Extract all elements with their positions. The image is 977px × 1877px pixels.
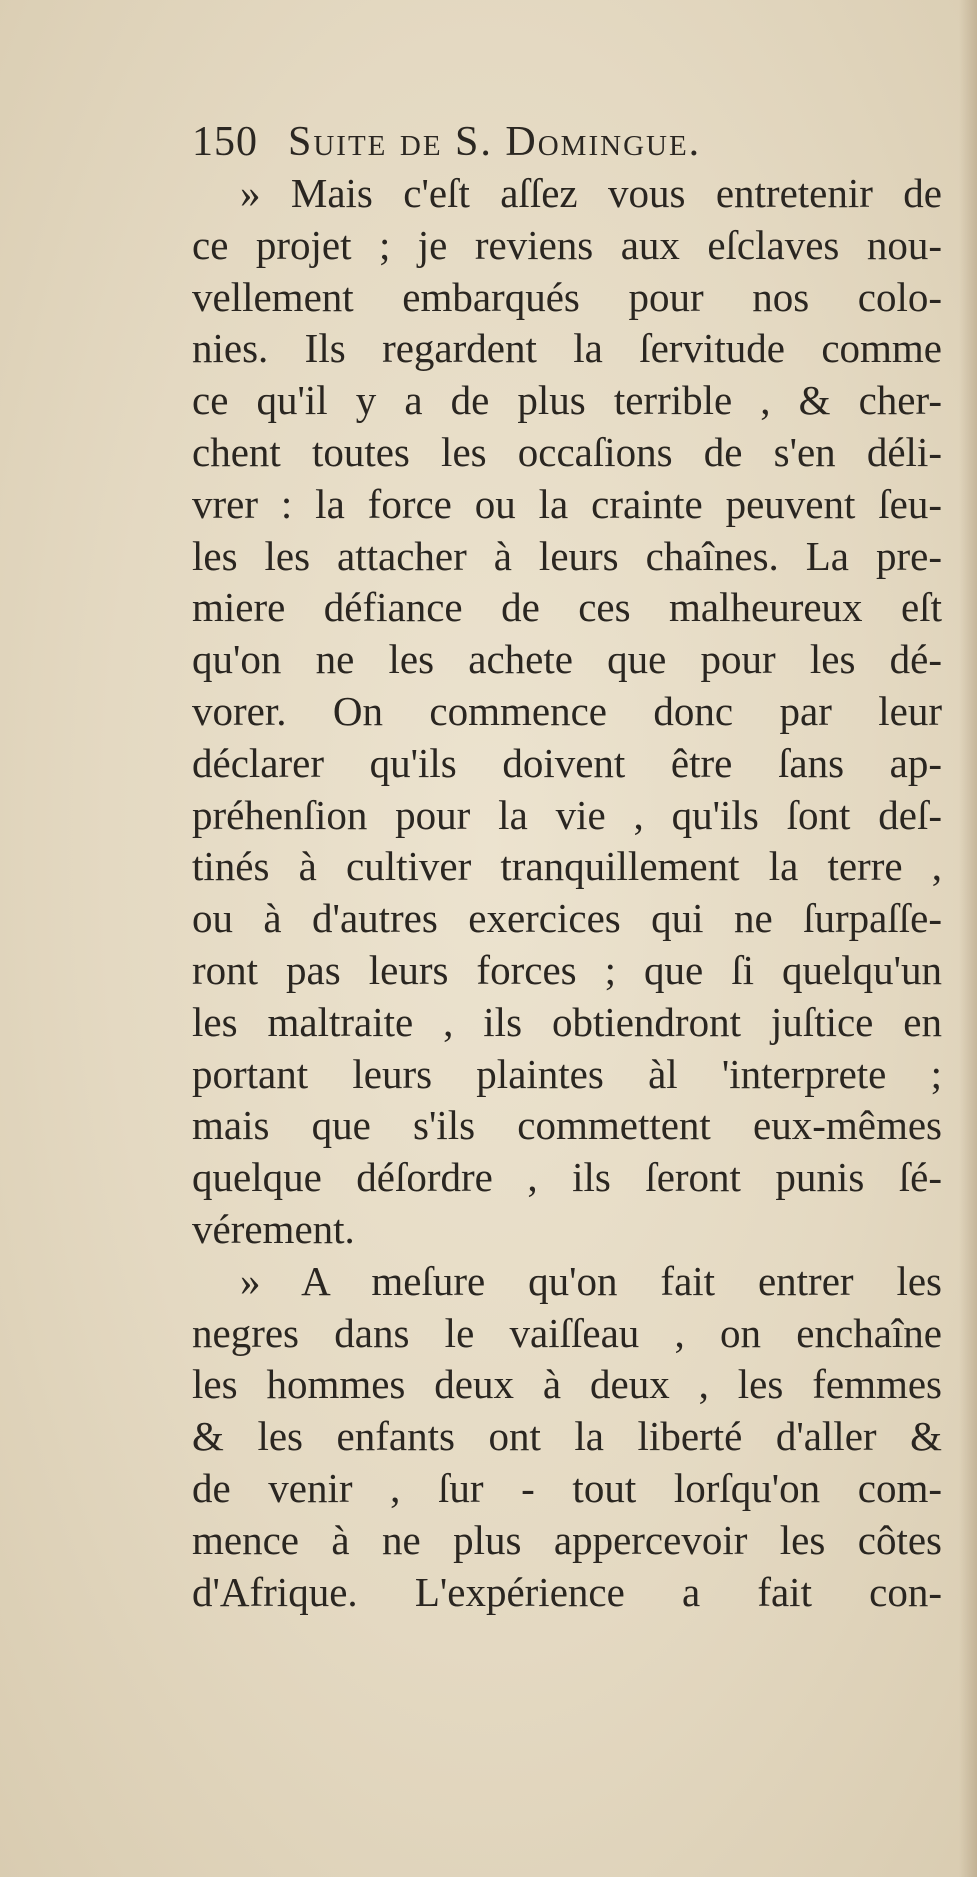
text-line: miere défiance de ces malheureux eſt [192,584,942,631]
text-line: déclarer qu'ils doivent être ſans ap- [192,739,942,786]
page-number: 150 [192,119,258,165]
page-header [192,118,942,168]
text-line: » Mais c'eſt aſſez vous entretenir de [240,170,942,216]
text-line: ront pas leurs forces ; que ſi quelqu'un [192,946,942,993]
text-line: de venir , ſur - tout lorſqu'on com- [192,1464,942,1511]
running-title: Suite de S. Domingue. [288,119,702,165]
page-edge-shadow [959,0,977,1877]
text-line: portant leurs plaintes àl 'interprete ; [192,1050,942,1097]
text-line: vorer. On commence donc par leur [192,687,942,734]
text-line: d'Afrique. L'expérience a fait con- [192,1568,942,1615]
text-line: chent toutes les occaſions de s'en déli- [192,428,942,475]
text-line: » A meſure qu'on fait entrer les [240,1257,942,1304]
text-block [192,118,942,1618]
text-line: vrer : la force ou la crainte peuvent ſeu- [192,480,942,527]
text-line: vellement embarqués pour nos colo- [192,273,942,320]
text-line: les maltraite , ils obtiendront juſtice en [192,998,942,1045]
text-line: & les enfants ont la liberté d'aller & [192,1413,942,1460]
text-line: vérement. [192,1205,355,1252]
text-line: les les attacher à leurs chaînes. La pre- [192,532,942,579]
text-line: nies. Ils regardent la ſervitude comme [192,325,942,372]
text-line: negres dans le vaiſſeau , on enchaîne [192,1309,942,1356]
text-line: mence à ne plus appercevoir les côtes [192,1516,942,1563]
text-line: préhenſion pour la vie , qu'ils ſont deſ- [192,791,942,838]
text-line: ou à d'autres exercices qui ne ſurpaſſe- [192,895,942,942]
text-line: ce projet ; je reviens aux eſclaves nou- [192,221,942,268]
text-line: quelque déſordre , ils ſeront punis ſé- [192,1154,942,1201]
text-line: qu'on ne les achete que pour les dé- [192,636,942,683]
text-line: les hommes deux à deux , les femmes [192,1361,942,1408]
text-line: ce qu'il y a de plus terrible , & cher- [192,377,942,424]
text-line: mais que s'ils commettent eux-mêmes [192,1102,942,1149]
text-line: tinés à cultiver tranquillement la terre , [192,843,942,890]
